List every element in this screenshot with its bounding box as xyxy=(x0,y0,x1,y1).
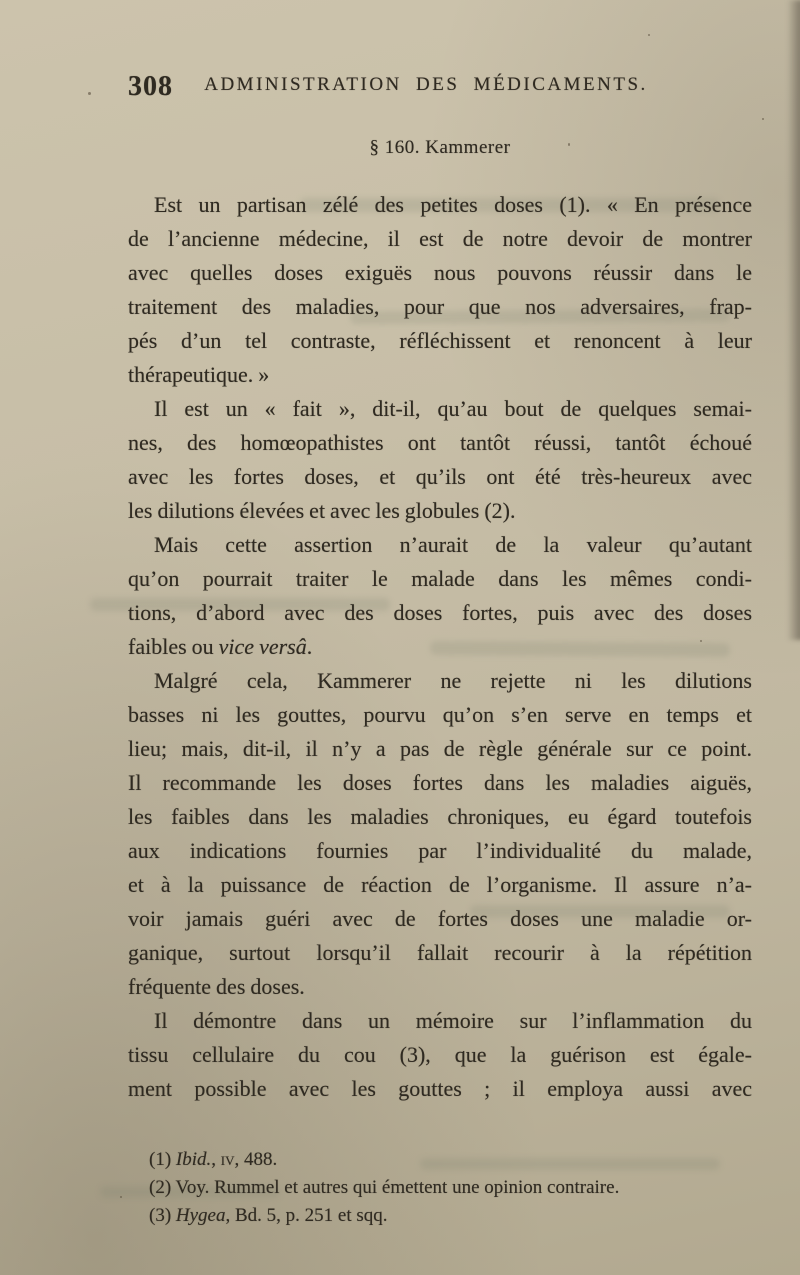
text-segment: nes, des homœopathistes ont tantôt réussi, tantôt échoué xyxy=(128,430,752,455)
text-segment: de l’ancienne médecine, il est de notre devoir de montrer xyxy=(128,226,752,251)
page-number: 308 xyxy=(128,71,173,102)
paper-speck xyxy=(648,34,650,36)
text-line xyxy=(128,290,752,324)
text-segment: aux indications fournies par l’individualité du malade, xyxy=(128,838,752,863)
italic-text: Ibid. xyxy=(175,1149,212,1170)
text-line xyxy=(128,936,752,970)
smallcaps-text: iv xyxy=(220,1149,235,1170)
text-segment: tissu cellulaire du cou (3), que la guérison est égale- xyxy=(128,1042,752,1067)
footnote xyxy=(149,1202,752,1230)
body-text xyxy=(128,188,752,1106)
text-line xyxy=(128,732,752,766)
text-segment: Mais cette assertion n’aurait de la valeur qu’autant xyxy=(154,532,752,557)
text-segment: et à la puissance de réaction de l’organisme. Il assure n’a- xyxy=(128,872,752,897)
italic-text: vice versâ xyxy=(218,634,307,659)
text-segment: ment possible avec les gouttes ; il employa aussi avec xyxy=(128,1076,752,1101)
text-line xyxy=(128,1038,752,1072)
running-title: ADMINISTRATION DES MÉDICAMENTS. xyxy=(204,74,648,95)
text-segment: (1) xyxy=(149,1149,176,1170)
text-line xyxy=(128,766,752,800)
text-segment: traitement des maladies, pour que nos adversaires, frap- xyxy=(128,294,752,319)
text-line xyxy=(128,426,752,460)
text-segment: tions, d’abord avec des doses fortes, puis avec des doses xyxy=(128,600,752,625)
text-segment: thérapeutique. » xyxy=(128,362,270,387)
text-line xyxy=(128,596,752,630)
text-line xyxy=(128,256,752,290)
italic-text: Hygea xyxy=(175,1205,226,1226)
text-segment: qu’on pourrait traiter le malade dans les mêmes condi- xyxy=(128,566,752,591)
page-content xyxy=(128,71,752,1230)
text-line xyxy=(128,528,752,562)
text-line xyxy=(128,188,752,222)
footnotes xyxy=(128,1146,752,1230)
paper-speck xyxy=(120,1196,122,1198)
text-segment: lieu; mais, dit-il, il n’y a pas de règle générale sur ce point. xyxy=(128,736,752,761)
text-segment: . xyxy=(306,634,313,659)
text-segment: basses ni les gouttes, pourvu qu’on s’en serve en temps et xyxy=(128,702,752,727)
text-segment: avec les fortes doses, et qu’ils ont été très-heureux avec xyxy=(128,464,752,489)
text-segment: Malgré cela, Kammerer ne rejette ni les dilutions xyxy=(154,668,752,693)
text-line xyxy=(128,222,752,256)
text-segment: les faibles dans les maladies chroniques, eu égard toutefois xyxy=(128,804,752,829)
text-segment: faibles ou xyxy=(128,634,219,659)
paper-speck xyxy=(88,92,91,95)
text-line xyxy=(128,324,752,358)
text-line xyxy=(128,562,752,596)
text-segment: pés d’un tel contraste, réfléchissent et renoncent à leur xyxy=(128,328,752,353)
text-segment: (2) Voy. Rummel et autres qui émettent une opinion contraire. xyxy=(149,1177,620,1198)
text-line xyxy=(128,868,752,902)
text-line xyxy=(128,494,752,528)
footnote xyxy=(149,1146,752,1174)
text-line xyxy=(128,834,752,868)
text-segment: les dilutions élevées et avec les globules (2). xyxy=(128,498,516,523)
section-heading: § 160. Kammerer xyxy=(369,137,511,158)
text-line xyxy=(128,970,752,1004)
text-line xyxy=(128,902,752,936)
text-line xyxy=(128,392,752,426)
text-segment: ganique, surtout lorsqu’il fallait recourir à la répétition xyxy=(128,940,752,965)
page-edge-shadow xyxy=(787,0,800,640)
text-segment: (3) xyxy=(149,1205,176,1226)
text-line xyxy=(128,1072,752,1106)
text-segment: voir jamais guéri avec de fortes doses une maladie or- xyxy=(128,906,752,931)
page-header xyxy=(128,71,752,104)
text-line xyxy=(128,358,752,392)
text-line xyxy=(128,800,752,834)
paper-speck xyxy=(762,118,764,120)
text-segment: avec quelles doses exiguës nous pouvons réussir dans le xyxy=(128,260,752,285)
text-segment: , xyxy=(211,1149,221,1170)
footnote xyxy=(149,1174,752,1202)
text-line xyxy=(128,460,752,494)
text-line xyxy=(128,1004,752,1038)
text-segment: Il recommande les doses fortes dans les maladies aiguës, xyxy=(128,770,752,795)
text-segment: , 488. xyxy=(234,1149,278,1170)
text-segment: fréquente des doses. xyxy=(128,974,305,999)
text-segment: Il démontre dans un mémoire sur l’inflammation du xyxy=(154,1008,752,1033)
text-line xyxy=(128,664,752,698)
text-line xyxy=(128,698,752,732)
text-segment: Est un partisan zélé des petites doses (1). « En présence xyxy=(154,192,752,217)
text-segment: Il est un « fait », dit-il, qu’au bout de quelques semai- xyxy=(154,396,752,421)
text-line xyxy=(128,630,752,664)
text-segment: , Bd. 5, p. 251 et sqq. xyxy=(225,1205,388,1226)
